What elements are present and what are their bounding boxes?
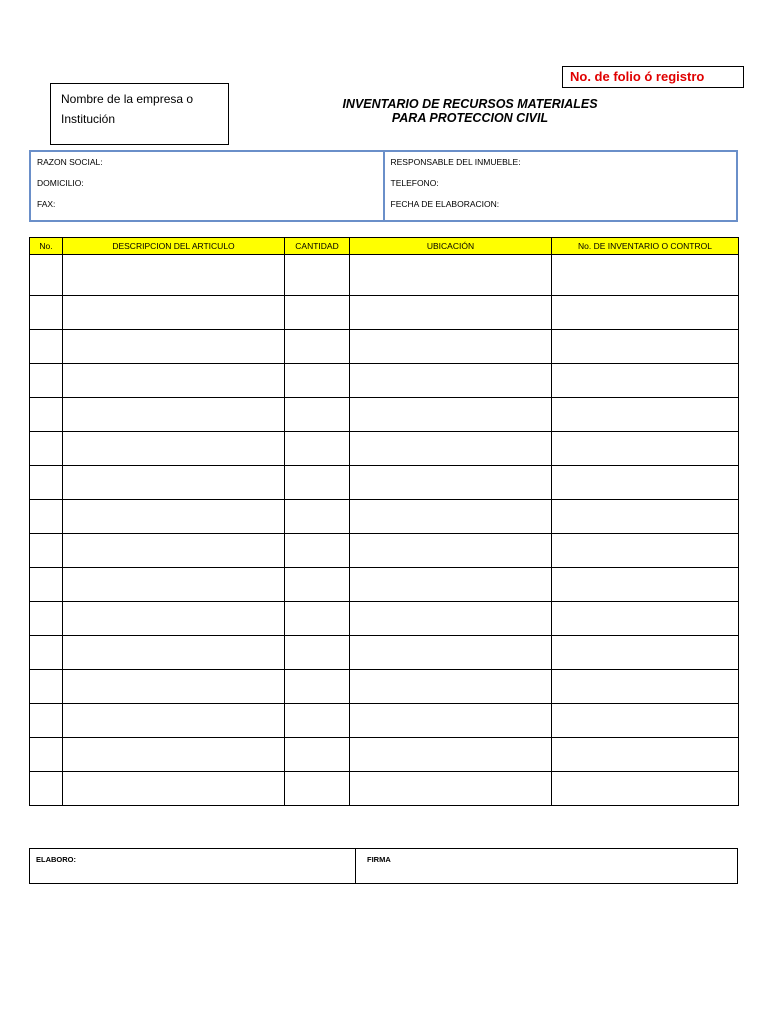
info-right-column (383, 152, 737, 220)
table-row (30, 704, 739, 738)
table-row (30, 364, 739, 398)
table-row (30, 636, 739, 670)
table-row (30, 330, 739, 364)
table-cell[interactable] (30, 500, 63, 534)
table-cell[interactable] (285, 466, 350, 500)
table-row (30, 568, 739, 602)
table-cell[interactable] (30, 534, 63, 568)
table-row (30, 500, 739, 534)
table-cell[interactable] (30, 398, 63, 432)
table-cell[interactable] (63, 255, 285, 296)
table-body (30, 255, 739, 806)
table-cell[interactable] (63, 772, 285, 806)
header-ubicacion: UBICACIÓN (350, 238, 552, 255)
title-line-2: PARA PROTECCION CIVIL (391, 111, 549, 125)
table-cell[interactable] (285, 364, 350, 398)
table-row (30, 772, 739, 806)
table-row (30, 432, 739, 466)
table-row (30, 296, 739, 330)
table-cell[interactable] (285, 670, 350, 704)
table-cell[interactable] (63, 364, 285, 398)
table-cell[interactable] (350, 704, 552, 738)
info-left-column (31, 152, 383, 220)
table-cell[interactable] (552, 534, 739, 568)
info-box (29, 150, 738, 222)
table-cell[interactable] (350, 364, 552, 398)
document-title (300, 97, 640, 125)
title-line-1: INVENTARIO DE RECURSOS MATERIALES (342, 97, 598, 111)
table-cell[interactable] (350, 534, 552, 568)
table-cell[interactable] (350, 330, 552, 364)
company-line-2: Institución (61, 112, 116, 126)
header-inventario: No. DE INVENTARIO O CONTROL (552, 238, 739, 255)
table-cell[interactable] (552, 255, 739, 296)
header-no: No. (30, 238, 63, 255)
inventory-table (29, 237, 739, 806)
table-cell[interactable] (552, 466, 739, 500)
table-cell[interactable] (285, 432, 350, 466)
table-cell[interactable] (63, 704, 285, 738)
table-cell[interactable] (30, 432, 63, 466)
table-cell[interactable] (552, 568, 739, 602)
table-cell[interactable] (285, 296, 350, 330)
table-cell[interactable] (285, 330, 350, 364)
table-cell[interactable] (285, 636, 350, 670)
table-cell[interactable] (63, 534, 285, 568)
header-cantidad: CANTIDAD (285, 238, 350, 255)
firma-field: FIRMA (367, 855, 391, 864)
table-cell[interactable] (285, 772, 350, 806)
table-cell[interactable] (350, 602, 552, 636)
field-domicilio: DOMICILIO: (37, 178, 84, 188)
table-cell[interactable] (30, 602, 63, 636)
table-cell[interactable] (552, 704, 739, 738)
table-cell[interactable] (552, 432, 739, 466)
table-cell[interactable] (285, 738, 350, 772)
table-cell[interactable] (30, 330, 63, 364)
table-cell[interactable] (30, 636, 63, 670)
table-row (30, 534, 739, 568)
table-cell[interactable] (285, 568, 350, 602)
table-cell[interactable] (30, 568, 63, 602)
table-row (30, 738, 739, 772)
table-cell[interactable] (63, 636, 285, 670)
table-cell[interactable] (350, 398, 552, 432)
table-cell[interactable] (552, 636, 739, 670)
field-telefono: TELEFONO: (390, 178, 439, 188)
table-row (30, 670, 739, 704)
field-fax: FAX: (37, 199, 56, 209)
table-cell[interactable] (63, 568, 285, 602)
table-cell[interactable] (63, 738, 285, 772)
table-row (30, 398, 739, 432)
table-cell[interactable] (552, 330, 739, 364)
table-cell[interactable] (285, 602, 350, 636)
table-cell[interactable] (30, 772, 63, 806)
company-name-box (50, 83, 229, 145)
table-cell[interactable] (63, 296, 285, 330)
table-cell[interactable] (285, 398, 350, 432)
table-cell[interactable] (350, 500, 552, 534)
table-cell[interactable] (350, 772, 552, 806)
signature-box (29, 848, 738, 884)
table-cell[interactable] (63, 500, 285, 534)
table-row (30, 466, 739, 500)
table-cell[interactable] (285, 534, 350, 568)
table-cell[interactable] (63, 670, 285, 704)
table-cell[interactable] (63, 466, 285, 500)
table-cell[interactable] (30, 704, 63, 738)
table-cell[interactable] (552, 738, 739, 772)
table-cell[interactable] (552, 602, 739, 636)
table-cell[interactable] (63, 602, 285, 636)
table-header-row (30, 238, 739, 255)
folio-box: No. de folio ó registro (562, 66, 744, 88)
table-cell[interactable] (350, 636, 552, 670)
table-cell[interactable] (30, 255, 63, 296)
table-cell[interactable] (63, 398, 285, 432)
table-cell[interactable] (30, 466, 63, 500)
table-cell[interactable] (350, 432, 552, 466)
field-responsable: RESPONSABLE DEL INMUEBLE: (390, 157, 521, 167)
table-cell[interactable] (30, 738, 63, 772)
table-cell[interactable] (285, 704, 350, 738)
header-descripcion: DESCRIPCION DEL ARTICULO (63, 238, 285, 255)
field-razon-social: RAZON SOCIAL: (37, 157, 103, 167)
field-fecha: FECHA DE ELABORACION: (390, 199, 500, 209)
table-cell[interactable] (30, 296, 63, 330)
table-cell[interactable] (30, 670, 63, 704)
elaboro-field: ELABORO: (30, 849, 356, 883)
table-cell[interactable] (350, 568, 552, 602)
table-row (30, 255, 739, 296)
table-cell[interactable] (552, 364, 739, 398)
table-cell[interactable] (285, 500, 350, 534)
table-cell[interactable] (552, 670, 739, 704)
table-row (30, 602, 739, 636)
table-cell[interactable] (285, 255, 350, 296)
table-cell[interactable] (552, 296, 739, 330)
table-cell[interactable] (350, 670, 552, 704)
table-cell[interactable] (63, 432, 285, 466)
table-cell[interactable] (350, 738, 552, 772)
table-cell[interactable] (552, 398, 739, 432)
table-cell[interactable] (350, 466, 552, 500)
table-cell[interactable] (30, 364, 63, 398)
table-cell[interactable] (552, 772, 739, 806)
table-cell[interactable] (552, 500, 739, 534)
table-cell[interactable] (63, 330, 285, 364)
table-cell[interactable] (350, 255, 552, 296)
table-cell[interactable] (350, 296, 552, 330)
company-line-1: Nombre de la empresa o (61, 92, 194, 106)
